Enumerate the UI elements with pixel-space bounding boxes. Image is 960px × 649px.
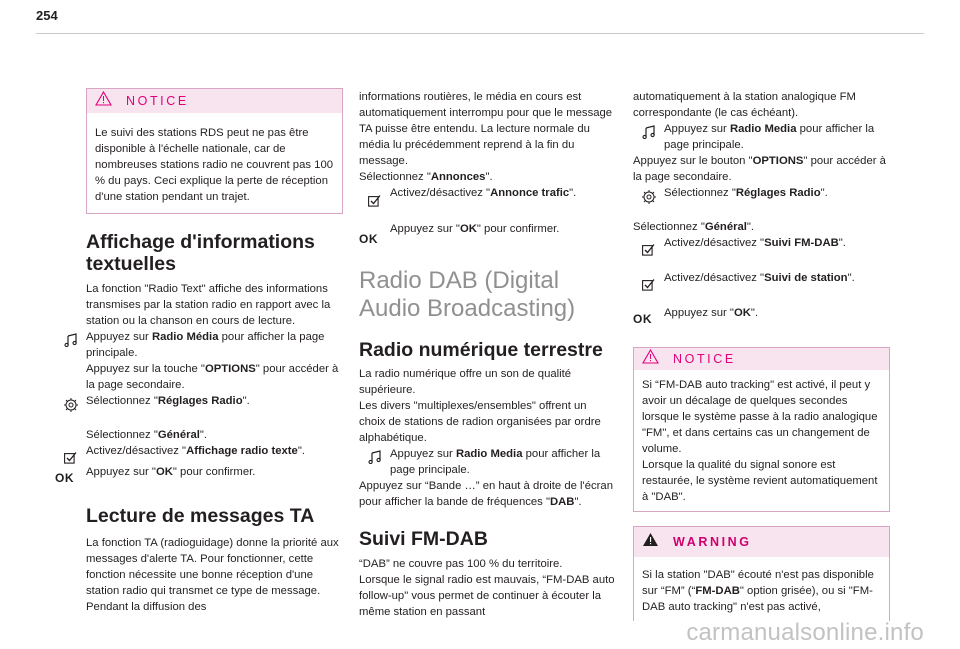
text: pour afficher la page principale. <box>86 331 325 359</box>
text: Appuyez sur <box>390 448 456 460</box>
bold-text: OPTIONS <box>204 363 256 375</box>
settings-gear-icon <box>55 393 86 413</box>
bold-text: Réglages Radio <box>735 187 821 199</box>
text: ". <box>485 171 493 183</box>
text: " pour accéder à la page secondaire. <box>86 363 339 391</box>
notice-box <box>633 347 890 512</box>
settings-gear-icon <box>633 185 664 205</box>
text: Appuyez sur " <box>390 223 460 235</box>
text: " pour confirmer. <box>172 466 256 478</box>
paragraph-terrestre-2: Les divers "multiplexes/ensembles" offrent un choix de stations de radion organisées par ordre alphabétique. <box>359 400 601 444</box>
warning-box <box>633 526 890 621</box>
paragraph-suivi-2: Lorsque le signal radio est mauvais, “FM-DAB auto follow-up" vous permet de continuer à écouter la même station en passant <box>359 574 615 618</box>
heading-radio-dab: Radio DAB (Digital Audio Broadcasting) <box>359 267 576 322</box>
heading-terrestre: Radio numérique terrestre <box>359 339 603 361</box>
step-reglages <box>633 185 890 205</box>
text: ". <box>574 496 582 508</box>
step-ok <box>633 305 890 327</box>
notice-header <box>634 348 889 370</box>
notice-title: NOTICE <box>673 352 736 366</box>
warning-title: WARNING <box>673 535 752 549</box>
music-note-icon <box>55 329 86 347</box>
warning-header <box>634 527 889 557</box>
bold-text: Radio Media <box>455 448 523 460</box>
step-affichage-toggle <box>55 443 343 464</box>
notice-box <box>86 88 343 214</box>
text: pour afficher la page principale. <box>664 123 875 151</box>
text: ". <box>750 307 759 319</box>
paragraph-general <box>86 427 343 443</box>
bold-text: Général <box>157 429 200 441</box>
text: ". <box>820 187 828 199</box>
text: Appuyez sur " <box>86 466 156 478</box>
bold-text: DAB <box>549 496 575 508</box>
text: " pour confirmer. <box>476 223 560 235</box>
text: Si la station "DAB" écouté n'est pas disponible sur “FM” (“ <box>642 569 874 597</box>
text: ". <box>242 395 250 407</box>
bold-text: Réglages Radio <box>157 395 243 407</box>
bold-text: Suivi de station <box>764 272 848 284</box>
paragraph-lecture: La fonction TA (radioguidage) donne la priorité aux messages d'alerte TA. Pour fonctionner, cette fonction nécessite une bonne réception d'une station radio qui transmet ce type de message. Pendant la diffusion des <box>86 537 339 613</box>
text: ". <box>199 429 208 441</box>
paragraph-options <box>86 361 343 393</box>
step-suivi-station-toggle <box>633 270 890 291</box>
bold-text: Affichage radio texte <box>186 445 298 457</box>
ok-icon: OK <box>633 312 652 326</box>
notice-text: Le suivi des stations RDS peut ne pas être disponible à l'échelle nationale, car de nombreuses stations radio ne couvrent pas 100 % du pays. Ceci explique la perte de réception d'une station pendant un trajet. <box>95 127 334 203</box>
text: Appuyez sur le bouton " <box>633 155 753 167</box>
step-radio-media <box>359 446 616 478</box>
text: " pour accéder à la page secondaire. <box>633 155 886 183</box>
text: ". <box>569 187 577 199</box>
bold-text: OK <box>459 223 477 235</box>
step-radio-media <box>633 121 890 153</box>
warning-filled-triangle-icon <box>642 532 659 552</box>
paragraph-terrestre-1: La radio numérique offre un son de qualité supérieure. <box>359 368 572 396</box>
bold-text: OPTIONS <box>752 155 804 167</box>
paragraph-suivi-1: “DAB” ne couvre pas 100 % du territoire. <box>359 558 563 570</box>
heading-affichage: Affichage d'informations textuelles <box>86 231 315 275</box>
text: Sélectionnez " <box>633 221 705 233</box>
checkbox-icon <box>633 270 664 291</box>
checkbox-icon <box>359 185 390 207</box>
text: Sélectionnez " <box>359 171 431 183</box>
header-divider <box>36 33 924 34</box>
bold-text: Annonces <box>430 171 486 183</box>
bold-text: OK <box>155 466 173 478</box>
checkbox-icon <box>633 235 664 256</box>
text: Appuyez sur “Bande …” en haut à droite de l'écran pour afficher la bande de fréquences " <box>359 480 613 508</box>
text: Appuyez sur <box>664 123 730 135</box>
bold-text: Suivi FM-DAB <box>764 237 839 249</box>
text: Sélectionnez " <box>664 187 736 199</box>
warning-triangle-icon <box>95 91 112 111</box>
notice-header <box>87 89 342 113</box>
text: Sélectionnez " <box>86 429 158 441</box>
text: Activez/désactivez " <box>86 445 187 457</box>
bold-text: FM-DAB <box>695 585 740 597</box>
text: Activez/désactivez " <box>664 272 765 284</box>
checkbox-icon <box>55 443 86 464</box>
paragraph-continued: automatiquement à la station analogique FM correspondante (le cas échéant). <box>633 91 856 119</box>
text: Sélectionnez " <box>86 395 158 407</box>
text: ". <box>297 445 305 457</box>
text: Appuyez sur la touche " <box>86 363 205 375</box>
heading-lecture: Lecture de messages TA <box>86 505 315 527</box>
paragraph-general <box>633 219 890 235</box>
bold-text: Général <box>704 221 747 233</box>
watermark-footer: carmanualsonline.info <box>686 619 924 646</box>
paragraph-affichage: La fonction "Radio Text" affiche des informations transmises par la station radio en rapport avec la station ou la chanson en cours de lecture. <box>86 283 331 327</box>
step-annonce-toggle <box>359 185 616 207</box>
warning-triangle-icon <box>642 349 659 369</box>
text: pour afficher la page principale. <box>390 448 601 476</box>
text: Activez/désactivez " <box>390 187 491 199</box>
music-note-icon <box>633 121 664 139</box>
text: " option grisée), ou si "FM-DAB auto tracking" n'est pas activé, <box>642 585 873 613</box>
notice-title: NOTICE <box>126 94 189 108</box>
paragraph-annonces <box>359 169 616 185</box>
heading-suivi: Suivi FM-DAB <box>359 528 488 550</box>
text: Activez/désactivez " <box>664 237 765 249</box>
text: ". <box>847 272 855 284</box>
step-reglages <box>55 393 343 413</box>
notice-paragraph-1: Si “FM-DAB auto tracking" est activé, il peut y avoir un décalage de quelques secondes lorsque le système passe à la radio analogique "FM", et dans certains cas un changement de volume. <box>642 379 878 455</box>
bold-text: Annonce trafic <box>490 187 570 199</box>
column-1 <box>55 88 343 615</box>
step-radio-media <box>55 329 343 361</box>
ok-icon: OK <box>55 471 74 485</box>
ok-icon: OK <box>359 232 378 246</box>
paragraph-bande <box>359 478 616 510</box>
warning-paragraph <box>642 567 881 615</box>
bold-text: Radio Média <box>151 331 219 343</box>
step-ok <box>359 221 616 247</box>
paragraph-options <box>633 153 890 185</box>
paragraph-continued: informations routières, le média en cours est automatiquement interrompu pour que le message TA puisse être entendu. La lecture normale du média lu précédemment reprend à la fin du message. <box>359 91 613 167</box>
music-note-icon <box>359 446 390 464</box>
step-fmdab-toggle <box>633 235 890 256</box>
text: ". <box>838 237 846 249</box>
text: Appuyez sur <box>86 331 152 343</box>
step-ok <box>55 464 343 486</box>
column-2 <box>359 89 616 620</box>
bold-text: OK <box>733 307 751 319</box>
text: Appuyez sur " <box>664 307 734 319</box>
text: ". <box>746 221 755 233</box>
page-number: 254 <box>36 8 58 23</box>
notice-paragraph-2: Lorsque la qualité du signal sonore est restaurée, le système revient automatiquement à "DAB". <box>642 459 878 503</box>
column-3 <box>633 89 890 621</box>
bold-text: Radio Media <box>729 123 797 135</box>
